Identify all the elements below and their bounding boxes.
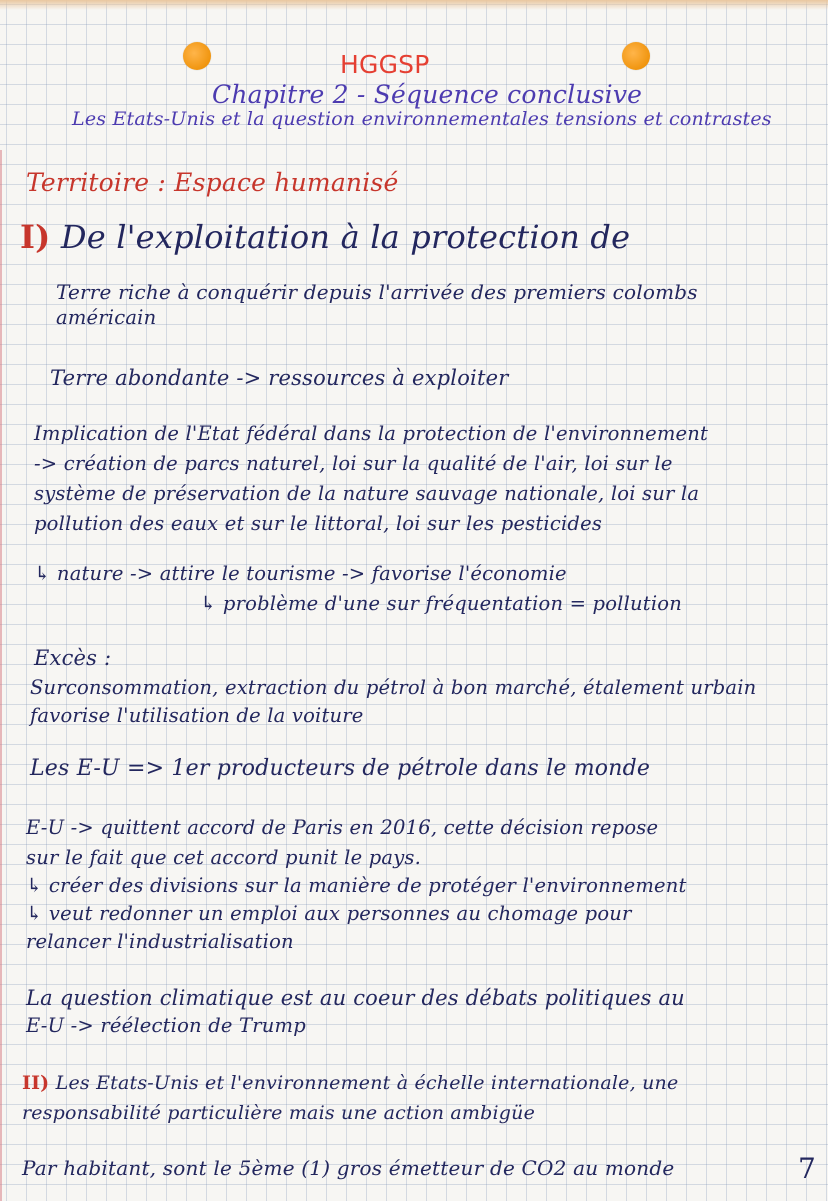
paragraph-line: La question climatique est au coeur des débats politiques au: [26, 986, 685, 1010]
paragraph-line: favorise l'utilisation de la voiture: [30, 704, 364, 727]
paragraph-line: ↳ veut redonner un emploi aux personnes au chomage pour: [26, 902, 632, 925]
paragraph-line: E-U -> réélection de Trump: [26, 1014, 306, 1037]
paragraph-line: Excès :: [34, 646, 112, 670]
binder-hole-left: [183, 42, 211, 70]
course-code: HGGSP: [340, 50, 430, 79]
paragraph-line: système de préservation de la nature sauvage nationale, loi sur la: [34, 482, 700, 505]
paragraph-line: Terre riche à conquérir depuis l'arrivée des premiers colombs: [56, 280, 698, 304]
paragraph-line: Par habitant, sont le 5ème (1) gros émetteur de CO2 au monde: [22, 1156, 675, 1180]
paragraph-line: américain: [56, 306, 157, 329]
chapter-title: Chapitre 2 - Séquence conclusive: [212, 80, 643, 109]
section-2-title-line-1: Les Etats-Unis et l'environnement à échelle internationale, une: [55, 1072, 679, 1094]
paragraph-line: Les E-U => 1er producteurs de pétrole dans le monde: [30, 756, 651, 781]
section-1-heading: [20, 218, 630, 256]
paragraph-line: Surconsommation, extraction du pétrol à bon marché, étalement urbain: [30, 676, 757, 699]
paragraph-line: E-U -> quittent accord de Paris en 2016, cette décision repose: [26, 816, 659, 839]
paragraph-line: Terre abondante -> ressources à exploiter: [50, 366, 509, 390]
paragraph-line: ↳ nature -> attire le tourisme -> favorise l'économie: [34, 562, 567, 585]
section-1-title: De l'exploitation à la protection de: [60, 218, 631, 256]
margin-line: [0, 150, 2, 1201]
paragraph-line: sur le fait que cet accord punit le pays.: [26, 846, 422, 869]
binder-hole-right: [622, 42, 650, 70]
paragraph-line: pollution des eaux et sur le littoral, loi sur les pesticides: [34, 512, 603, 535]
paragraph-line: ↳ problème d'une sur fréquentation = pollution: [200, 592, 682, 615]
page-number: 7: [797, 1152, 816, 1185]
section-1-numeral: I): [20, 218, 51, 256]
paragraph-line: -> création de parcs naturel, loi sur la qualité de l'air, loi sur le: [34, 452, 673, 475]
paragraph-line: relancer l'industrialisation: [26, 930, 294, 953]
section-2-heading: [22, 1072, 678, 1094]
paragraph-line: Implication de l'Etat fédéral dans la protection de l'environnement: [34, 422, 709, 445]
paragraph-line: ↳ créer des divisions sur la manière de protéger l'environnement: [26, 874, 687, 897]
section-2-title-line-2: responsabilité particulière mais une action ambigüe: [22, 1102, 536, 1124]
section-2-numeral: II): [22, 1072, 50, 1094]
chapter-subtitle: Les Etats-Unis et la question environnementales tensions et contrastes: [72, 108, 772, 130]
territory-heading: Territoire : Espace humanisé: [26, 168, 399, 197]
